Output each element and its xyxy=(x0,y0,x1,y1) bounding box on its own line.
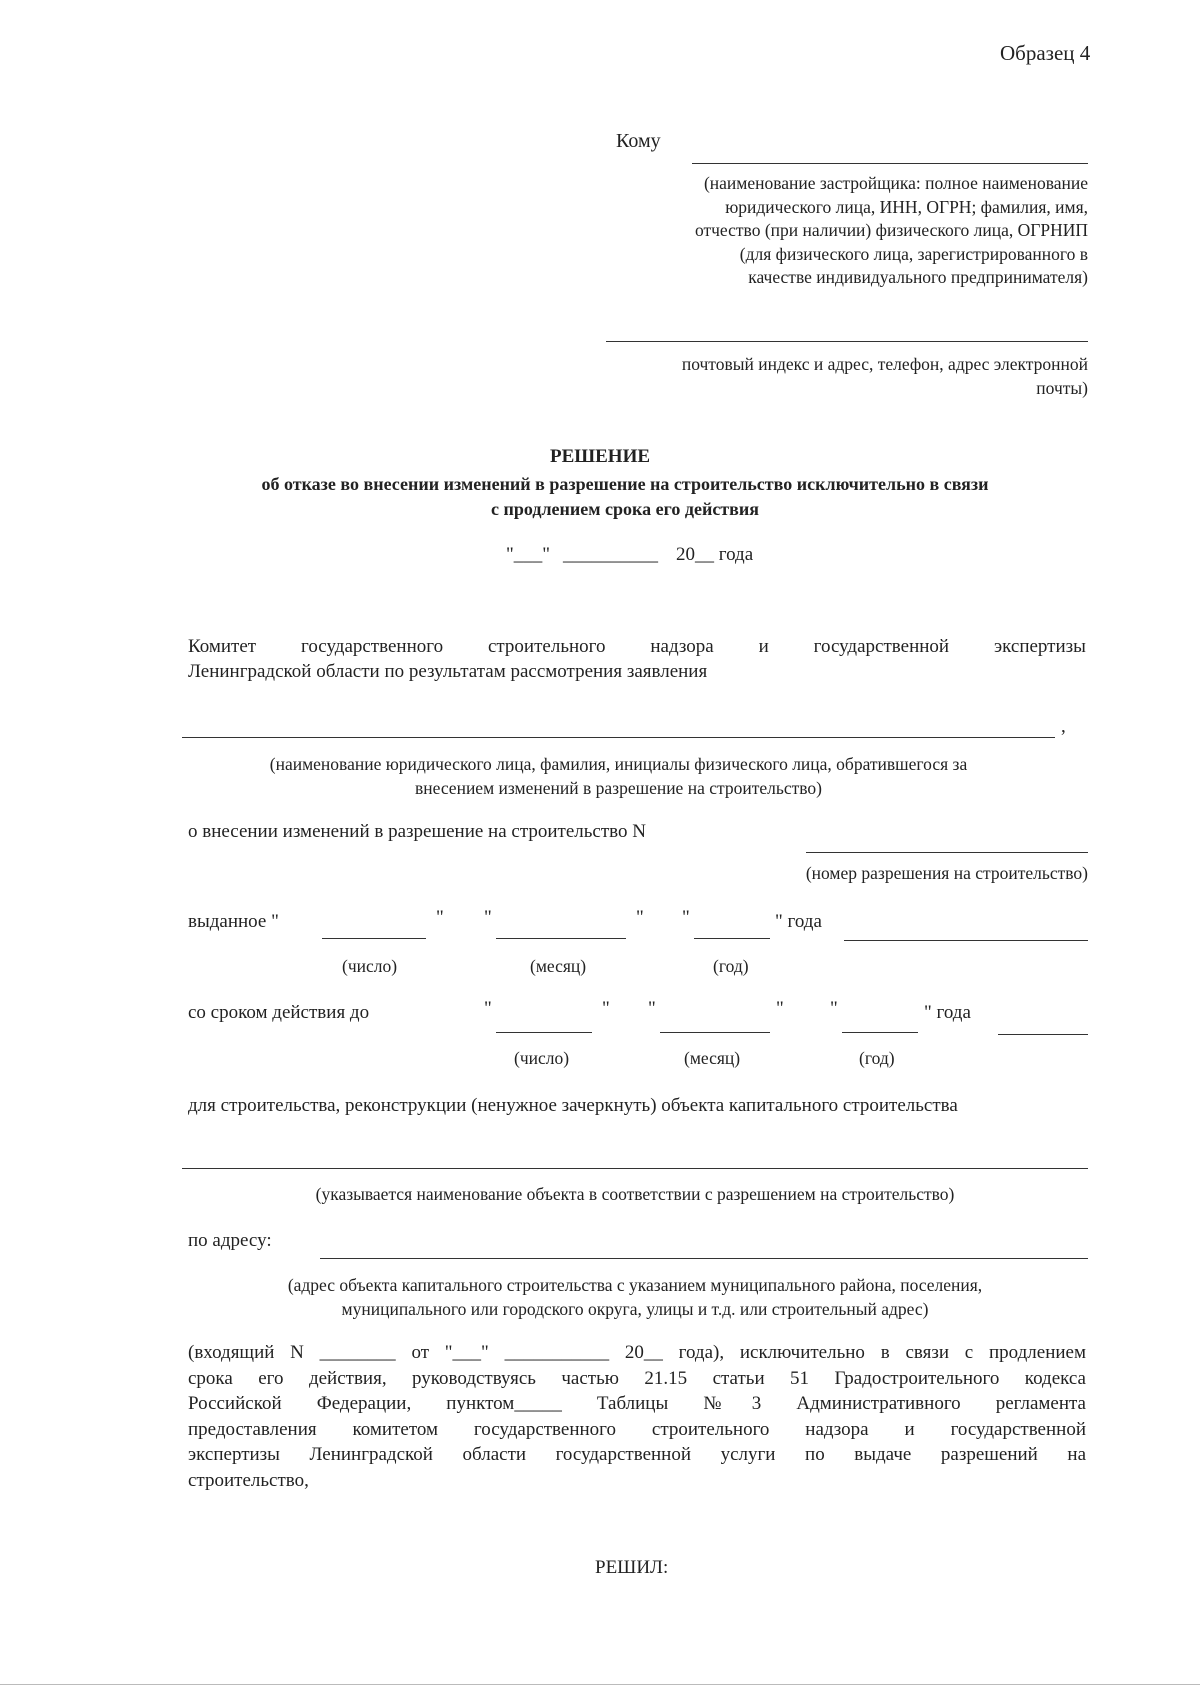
committee-line-2: Ленинградской области по результатам рассмотрения заявления xyxy=(188,661,708,682)
issued-hint-year: (год) xyxy=(713,956,749,976)
issued-day-line xyxy=(322,938,426,939)
hint-line: почтовый индекс и адрес, телефон, адрес электронной xyxy=(681,354,1088,374)
recipient-address-line xyxy=(606,341,1088,342)
date-year: 20__ года xyxy=(676,544,754,565)
applicant-line xyxy=(182,737,1055,738)
quote: " xyxy=(682,907,690,928)
issued-month-line xyxy=(496,938,626,939)
hint-line: внесением изменений в разрешение на строительство) xyxy=(415,778,822,798)
paragraph-line: Российской Федерации, пунктом_____ Таблицы №3 Административного регламента xyxy=(188,1393,1086,1414)
subtitle-line: об отказе во внесении изменений в разрешение на строительство исключительно в связи xyxy=(261,474,989,494)
permit-hint: (номер разрешения на строительство) xyxy=(805,863,1088,883)
sample-label: Образец 4 xyxy=(1000,41,1091,65)
quote: " xyxy=(484,907,492,928)
paragraph-line: экспертизы Ленинградской области государственной услуги по выдаче разрешений на xyxy=(188,1444,1086,1465)
quote: " xyxy=(602,998,610,1019)
issued-year-line xyxy=(694,938,770,939)
word: Комитет xyxy=(188,636,257,657)
paragraph-line: строительство, xyxy=(188,1469,309,1491)
validity-day-line xyxy=(496,1032,592,1033)
hint-line: (наименование застройщика: полное наименование xyxy=(703,173,1088,193)
paragraph-line: (входящий N ________ от "___" ___________ 20__ года), исключительно в связи с продлением xyxy=(188,1342,1086,1363)
recipient-name-line xyxy=(692,163,1088,164)
word: и xyxy=(758,636,769,657)
word: государственного xyxy=(301,636,444,657)
paragraph-line: срока его действия, руководствуясь частью 21.15 статьи 51 Градостроительного кодекса xyxy=(188,1367,1086,1389)
word: экспертизы xyxy=(993,636,1086,657)
recipient-address-hint xyxy=(560,353,1088,400)
validity-extra-line xyxy=(998,1034,1088,1035)
object-hint: (указывается наименование объекта в соответствии с разрешением на строительство) xyxy=(315,1184,955,1204)
document-title: РЕШЕНИЕ xyxy=(549,446,651,467)
quote: " xyxy=(636,907,644,928)
issued-year-label: " года xyxy=(775,911,822,932)
date-month: __________ xyxy=(563,544,658,565)
permit-number-line xyxy=(806,852,1088,853)
address-label: по адресу: xyxy=(188,1230,272,1251)
date-day: "___" xyxy=(506,544,551,565)
to-label: Кому xyxy=(616,130,661,152)
quote: " xyxy=(830,998,838,1019)
hint-line: отчество (при наличии) физического лица, ОГРНИП xyxy=(694,220,1088,240)
quote: " xyxy=(648,998,656,1019)
comma: , xyxy=(1061,716,1066,737)
issued-label: выданное " xyxy=(188,911,279,932)
hint-line: (для физического лица, зарегистрированного в xyxy=(739,243,1088,264)
validity-hint-year: (год) xyxy=(859,1048,895,1068)
validity-label: со сроком действия до xyxy=(188,1002,370,1023)
hint-line: (наименование юридического лица, фамилия, инициалы физического лица, обратившегося за xyxy=(269,754,968,774)
hint-line: муниципального или городского округа, улицы и т.д. или строительный адрес) xyxy=(341,1299,929,1319)
quote: " xyxy=(436,907,444,928)
committee-line xyxy=(188,635,1086,660)
issued-extra-line xyxy=(844,940,1088,941)
validity-hint-day: (число) xyxy=(514,1048,570,1068)
paragraph-line: предоставления комитетом государственного строительного надзора и государственной xyxy=(188,1418,1086,1440)
word: строительного xyxy=(487,636,606,657)
quote: " xyxy=(776,998,784,1019)
document-subtitle xyxy=(150,472,1100,522)
quote: " xyxy=(484,998,492,1019)
hint-line: юридического лица, ИНН, ОГРН; фамилия, имя, xyxy=(725,196,1088,217)
permit-line: о внесении изменений в разрешение на строительство N xyxy=(188,821,646,842)
word: надзора xyxy=(650,636,714,657)
validity-year-line xyxy=(842,1032,918,1033)
applicant-hint xyxy=(182,752,1055,800)
hint-line: почты) xyxy=(1036,377,1088,398)
scan-edge-line xyxy=(0,1684,1200,1685)
object-name-line xyxy=(182,1168,1088,1169)
decided-heading: РЕШИЛ: xyxy=(595,1557,669,1578)
hint-line: (адрес объекта капитального строительства с указанием муниципального района, поселения, xyxy=(287,1275,983,1295)
address-hint xyxy=(182,1273,1088,1321)
issued-hint-day: (число) xyxy=(342,956,398,976)
subtitle-line: с продлением срока его действия xyxy=(491,499,759,519)
issued-hint-month: (месяц) xyxy=(530,956,587,976)
recipient-name-hint xyxy=(560,172,1088,290)
validity-hint-month: (месяц) xyxy=(684,1048,741,1068)
address-line xyxy=(320,1258,1088,1259)
incoming-paragraph xyxy=(188,1340,1086,1493)
purpose-line: для строительства, реконструкции (ненужное зачеркнуть) объекта капитального строительства xyxy=(188,1095,958,1116)
validity-year-label: " года xyxy=(924,1002,971,1023)
validity-month-line xyxy=(660,1032,770,1033)
word: государственной xyxy=(813,636,950,657)
hint-line: качестве индивидуального предпринимателя) xyxy=(748,267,1088,287)
